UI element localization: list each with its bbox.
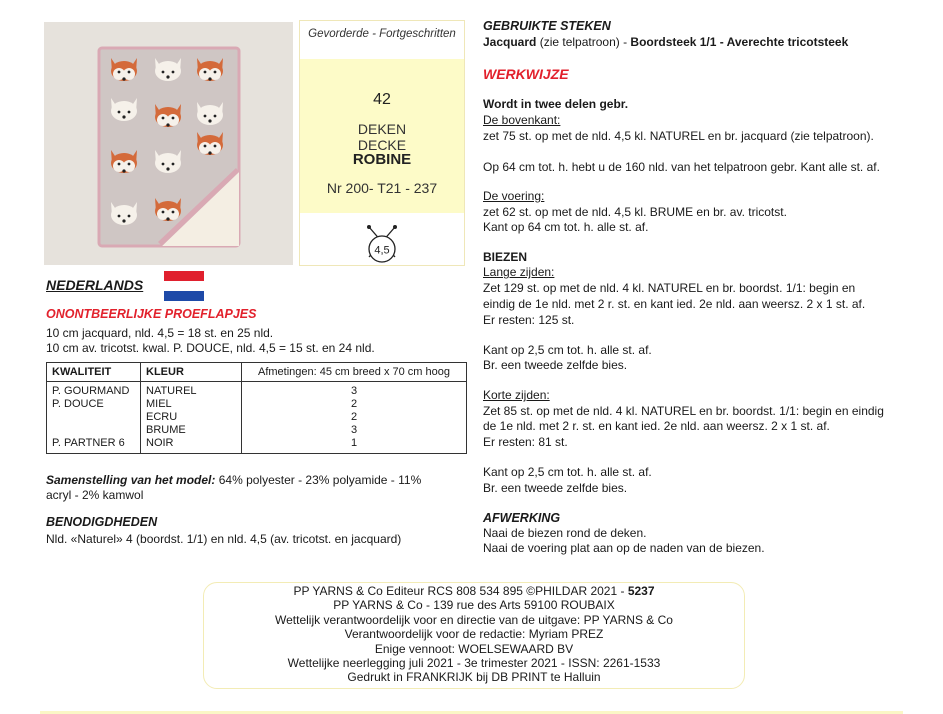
short-line-5: Br. een tweede zelfde bies. xyxy=(483,481,628,495)
long-line-3: Er resten: 125 st. xyxy=(483,313,575,327)
composition-label: Samenstelling van het model: xyxy=(46,473,216,487)
gauge-line-1: 10 cm jacquard, nld. 4,5 = 18 st. en 25 nld. xyxy=(46,326,274,340)
lining-label: De voering: xyxy=(483,189,545,203)
footer-publisher: PP YARNS & Co Editeur RCS 808 534 895 ©PHILDAR 2021 - xyxy=(293,584,628,598)
top-label: De bovenkant: xyxy=(483,113,561,127)
header-quality: KWALITEIT xyxy=(47,363,141,382)
knitting-needles-icon xyxy=(300,213,464,267)
lining-line-2: Kant op 64 cm tot. h. alle st. af. xyxy=(483,220,649,234)
quality-cell xyxy=(47,382,141,454)
pattern-number: 42 xyxy=(373,91,391,108)
composition-text-1: 64% polyester - 23% polyamide - 11% xyxy=(218,473,422,487)
yarn-table-body xyxy=(47,382,467,454)
pattern-info-box xyxy=(299,20,465,266)
quantity-item: 3 xyxy=(350,385,358,397)
yarn-table-header xyxy=(47,363,467,382)
method-heading: WERKWIJZE xyxy=(483,66,569,82)
color-item: BRUME xyxy=(146,424,186,436)
method-intro: Wordt in twee delen gebr. xyxy=(483,97,629,111)
composition-text-2: acryl - 2% kamwol xyxy=(46,488,144,502)
footer-line-5: Enige vennoot: WOELSEWAARD BV xyxy=(374,641,574,656)
flag-stripe-blue xyxy=(164,291,204,301)
quality-item xyxy=(52,411,135,424)
color-item: NOIR xyxy=(146,437,174,449)
pattern-reference: Nr 200- T21 - 237 xyxy=(326,180,438,196)
quality-item: P. PARTNER 6 xyxy=(52,437,125,449)
quantity-cell xyxy=(242,382,467,454)
stitch-jacquard: Jacquard xyxy=(483,35,537,49)
color-item: MIEL xyxy=(146,398,172,410)
needle-size-badge xyxy=(300,213,464,267)
stitch-note: (zie telpatroon) - xyxy=(536,35,631,49)
footer-line-2: PP YARNS & Co - 139 rue des Arts 59100 ROUBAIX xyxy=(333,598,615,613)
flag-stripe-red xyxy=(164,271,204,281)
skill-level: Gevorderde - Fortgeschritten xyxy=(308,28,456,40)
footer-line-7: Gedrukt in FRANKRIJK bij DB PRINT te Halluin xyxy=(347,670,601,685)
top-line-2: Op 64 cm tot. h. hebt u de 160 nld. van het telpatroon gebr. Kant alle st. af. xyxy=(483,160,880,174)
product-photo xyxy=(44,22,293,265)
pattern-info-panel xyxy=(300,59,464,213)
color-item: ECRU xyxy=(146,411,178,423)
top-line-1: zet 75 st. op met de nld. 4,5 kl. NATUREL en br. jacquard (zie telpatroon). xyxy=(483,129,874,143)
lining-line-1: zet 62 st. op met de nld. 4,5 kl. BRUME en br. av. tricotst. xyxy=(483,205,787,219)
language-label: NEDERLANDS xyxy=(46,277,144,293)
header-dimensions: Afmetingen: 45 cm breed x 70 cm hoog xyxy=(242,363,467,382)
finishing-heading: AFWERKING xyxy=(483,511,561,525)
short-sides-label: Korte zijden: xyxy=(483,388,550,402)
yarn-table xyxy=(46,362,467,454)
gauge-heading: ONONTBEERLIJKE PROEFLAPJES xyxy=(46,307,257,321)
gauge-line-2: 10 cm av. tricotst. kwal. P. DOUCE, nld. 4,5 = 15 st. en 24 nld. xyxy=(46,341,375,355)
flag-stripe-white xyxy=(164,281,204,291)
stitches-text xyxy=(483,35,848,50)
long-line-4: Kant op 2,5 cm tot. h. alle st. af. xyxy=(483,343,652,357)
dutch-flag-icon xyxy=(164,271,204,301)
borders-heading: BIEZEN xyxy=(483,250,528,264)
title-german: DECKE xyxy=(357,137,407,153)
quantity-item: 3 xyxy=(350,424,358,436)
blanket-illustration xyxy=(44,22,293,265)
finishing-line-1: Naai de biezen rond de deken. xyxy=(483,526,647,540)
short-line-4: Kant op 2,5 cm tot. h. alle st. af. xyxy=(483,465,652,479)
short-line-2: de 1e nld. met 2 r. st. en kant ied. 2e nld. aan weersz. 2 x 1 st. af. xyxy=(483,419,830,433)
footer-code: 5237 xyxy=(627,584,655,598)
needle-size: 4,5 xyxy=(374,244,390,257)
composition-line-1 xyxy=(46,473,421,487)
long-sides-label: Lange zijden: xyxy=(483,265,555,279)
materials-text: Nld. «Naturel» 4 (boordst. 1/1) en nld. 4,5 (av. tricotst. en jacquard) xyxy=(46,532,402,546)
stitch-list: Boordsteek 1/1 - Averechte tricotsteek xyxy=(630,35,849,49)
model-name: ROBINE xyxy=(352,151,412,168)
short-line-1: Zet 85 st. op met de nld. 4 kl. NATUREL en br. boordst. 1/1: begin en eindig xyxy=(483,404,884,418)
long-line-2: eindig de 1e nld. met 2 r. st. en kant ied. 2e nld. aan weersz. 2 x 1 st. af. xyxy=(483,297,866,311)
materials-heading: BENODIGDHEDEN xyxy=(46,515,158,529)
color-item: NATUREL xyxy=(146,385,197,397)
quantity-item: 2 xyxy=(350,411,358,423)
long-line-1: Zet 129 st. op met de nld. 4 kl. NATUREL en br. boordst. 1/1: begin en xyxy=(483,281,856,295)
finishing-line-2: Naai de voering plat aan op de naden van de biezen. xyxy=(483,541,765,555)
quality-item xyxy=(52,424,135,437)
quantity-item: 2 xyxy=(350,398,358,410)
footer-line-1 xyxy=(204,584,744,598)
header-color: KLEUR xyxy=(141,363,242,382)
long-line-5: Br. een tweede zelfde bies. xyxy=(483,358,628,372)
stitches-heading: GEBRUIKTE STEKEN xyxy=(483,19,611,33)
publisher-footer xyxy=(203,582,745,689)
short-line-3: Er resten: 81 st. xyxy=(483,435,568,449)
color-cell xyxy=(141,382,242,454)
footer-line-4: Verantwoordelijk voor de redactie: Myriam PREZ xyxy=(344,627,604,642)
footer-line-3: Wettelijk verantwoordelijk voor en directie van de uitgave: PP YARNS & Co xyxy=(275,612,673,627)
quality-item: P. DOUCE xyxy=(52,398,104,410)
footer-line-6: Wettelijke neerlegging juli 2021 - 3e trimester 2021 - ISSN: 2261-1533 xyxy=(287,656,661,671)
quantity-item: 1 xyxy=(350,437,358,449)
quality-item: P. GOURMAND xyxy=(52,385,130,397)
title-dutch: DEKEN xyxy=(357,121,407,137)
